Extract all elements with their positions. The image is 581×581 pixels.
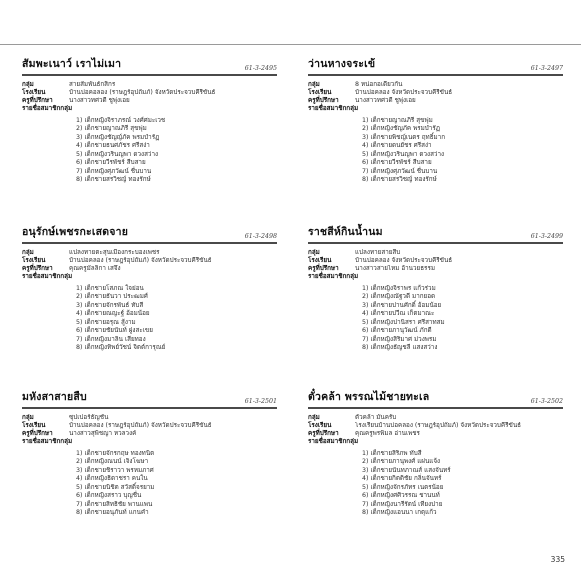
- group-label: กลุ่ม: [308, 80, 320, 88]
- project-title: มหังสาสายสืบ: [22, 391, 87, 403]
- member-item: 2) เด็กชายญาณภิรี สุขพุ่ม: [76, 125, 147, 133]
- member-item: 7) เด็กชายสิทธิชัย พานแพน: [76, 500, 153, 508]
- school-value: บ้านบ่อคลอง จังหวัดประจวบคีรีขันธ์: [355, 256, 453, 264]
- title-rule: [22, 242, 277, 244]
- title-rule: [22, 74, 277, 76]
- teacher-label: ครูที่ปรึกษา: [22, 97, 53, 105]
- member-item: 1) เด็กหญิงจิราพร แก้วร่วม: [362, 284, 436, 292]
- school-label: โรงเรียน: [308, 88, 332, 96]
- member-item: 4) เด็กชายธนศภัชร ศรีสง่า: [76, 142, 150, 150]
- member-item: 1) เด็กชายจักรกฤษ ทองทนิต: [76, 449, 155, 457]
- teacher-label: ครูที่ปรึกษา: [308, 265, 339, 273]
- school-value: บ้านบ่อคลอง (ราษฎร์อุปถัมภ์) จังหวัดประจวบคีรีขันธ์: [69, 421, 212, 429]
- teacher-label: ครูที่ปรึกษา: [308, 430, 339, 438]
- teacher-value: นางสาวสายไหม อ้านวยธรรม: [355, 265, 435, 273]
- member-item: 4) เด็กชายกิตติชัย กลิ่นจันทร์: [362, 475, 442, 483]
- member-item: 6) เด็กหญิงสราว บุญชื่น: [76, 492, 142, 500]
- member-item: 6) เด็กชายวีรพัชร์ สีบสาย: [76, 159, 146, 167]
- group-value: แปลงทายตะสุนเมืองกระบองเพชร: [69, 248, 160, 256]
- member-item: 4) เด็กชายณญะฐ์ อ้อมน้อย: [76, 310, 150, 318]
- group-value: ซุปเปอร์ธัญชัน: [69, 413, 109, 421]
- member-item: 3) เด็กชายปานศักดิ์ อ้อมน้อย: [362, 301, 442, 309]
- members-label: รายชื่อสมาชิกกลุ่ม: [308, 438, 359, 446]
- member-item: 8) เด็กหญิงทิพย์วัชน์ จิตต์การุณย์: [76, 344, 166, 352]
- member-item: 3) เด็กชายนันทภาณส์ แสงจันทร์: [362, 466, 451, 474]
- member-item: 8) เด็กชายอนุภันท์ แกนคำ: [76, 509, 149, 517]
- member-item: 4) เด็กชายปวีณ เก็ตมาณะ: [362, 310, 435, 318]
- member-item: 4) เด็กหญิงธิดาชรา คนใน: [76, 475, 148, 483]
- member-item: 3) เด็กหญิงชัญญ์ภัค พรมบำรัฏ: [76, 133, 160, 141]
- teacher-label: ครูที่ปรึกษา: [22, 430, 53, 438]
- member-item: 8) เด็กหญิงแอนนา เกตุแก้ว: [362, 509, 437, 517]
- member-list: [76, 285, 277, 353]
- project-title: อนุรักษ์เพชรกะเสดจาย: [22, 226, 129, 238]
- member-item: 7) เด็กหญิงมาลิน เสียทอง: [76, 335, 146, 343]
- member-item: 5) เด็กชายอรุณ สู้งาม: [76, 318, 136, 326]
- project-title: ตั๋วคล้า พรรณไม้ชายทะเล: [308, 391, 430, 403]
- school-value: บ้านบ่อคลอง จังหวัดประจวบคีรีขันธ์: [355, 88, 453, 96]
- teacher-value: นางสาวทศวดี ชูพุ่งเอย: [69, 97, 130, 105]
- title-rule: [308, 242, 563, 244]
- member-list: [362, 285, 563, 353]
- group-label: กลุ่ม: [22, 413, 34, 421]
- member-item: 6) เด็กชายวีรพัชร์ สีบสาย: [362, 159, 432, 167]
- project-entry: [308, 226, 563, 353]
- project-entry: [22, 58, 277, 185]
- school-label: โรงเรียน: [308, 421, 332, 429]
- member-item: 8) เด็กชายสรวิชญ์ ทองรักษ์: [76, 176, 151, 184]
- members-label: รายชื่อสมาชิกกลุ่ม: [22, 273, 73, 281]
- member-item: 6) เด็กชายชัยนันท์ ฝูงสะเขย: [76, 327, 153, 335]
- project-code: 61-3-2502: [530, 398, 563, 405]
- member-item: 1) เด็กชายญาณภิรี สุขพุ่ม: [362, 116, 433, 124]
- project-code: 61-3-2495: [244, 65, 277, 72]
- group-value: แปลงทายสายสืบ: [355, 248, 401, 256]
- school-value: โรงเรียนบ้านบ่อคลอง (ราษฎร์อุปถัมภ์) จังหวัดประจวบคีรีขันธ์: [355, 421, 521, 429]
- member-item: 7) เด็กหญิงสิริมาศ ม่วงพรม: [362, 335, 437, 343]
- page-number: 335: [550, 555, 565, 564]
- member-item: 5) เด็กหญิงจักรภัทร เนตรน้อย: [362, 483, 444, 491]
- group-label: กลุ่ม: [22, 80, 34, 88]
- members-label: รายชื่อสมาชิกกลุ่ม: [308, 273, 359, 281]
- member-item: 5) เด็กหญิงวรินญพา ดวงสว่าง: [362, 150, 445, 158]
- member-item: 4) เด็กชายดนยัชร ศรีสง่า: [362, 142, 432, 150]
- members-label: รายชื่อสมาชิกกลุ่ม: [22, 105, 73, 113]
- member-item: 2) เด็กชายภานุพงศ์ แผ่นแจ้ง: [362, 458, 441, 466]
- member-item: 7) เด็กหญิงศุภวัฒน์ ชื่นบาน: [362, 167, 438, 175]
- member-item: 3) เด็กชายจักรพันธ์ ทับสี: [76, 301, 144, 309]
- group-label: กลุ่ม: [308, 413, 320, 421]
- group-label: กลุ่ม: [308, 248, 320, 256]
- members-label: รายชื่อสมาชิกกลุ่ม: [308, 105, 359, 113]
- member-item: 7) เด็กหญิงศุภวัฒน์ ชื่นบาน: [76, 167, 152, 175]
- member-item: 6) เด็กหญิงศศิวรรณ ชานนท์: [362, 492, 440, 500]
- group-value: ตั๋วคล้า มั่นครับ: [355, 413, 397, 421]
- project-title: ราชสีห์กินน้ำนม: [308, 226, 383, 238]
- teacher-value: นางสาวสุพิชญา หวลวงค์: [69, 430, 137, 438]
- project-title: ว่านหางจระเข้: [308, 58, 376, 70]
- member-item: 3) เด็กชายชิราวา พรหมภาศ: [76, 466, 154, 474]
- teacher-label: ครูที่ปรึกษา: [308, 97, 339, 105]
- group-label: กลุ่ม: [22, 248, 34, 256]
- school-value: บ้านบ่อคอลอง (ราษฎร์อุปถัมภ์) จังหวัดประจวบคีรีขันธ์: [69, 88, 216, 96]
- project-code: 61-3-2499: [530, 233, 563, 240]
- member-item: 8) เด็กหญิงธัญชลี แสงสว่าง: [362, 344, 438, 352]
- group-value: สายสัมพันธ์กสิกร: [69, 80, 116, 88]
- member-item: 1) เด็กชายสิริภพ ทับสี: [362, 449, 422, 457]
- title-rule: [308, 74, 563, 76]
- school-label: โรงเรียน: [22, 256, 46, 264]
- teacher-value: คุณครูมัลลิกา เสจึ่ง: [69, 265, 121, 273]
- member-item: 2) เด็กหญิงณนน์ เจิงโฆษา: [76, 458, 149, 466]
- member-item: 1) เด็กชายโสภณ ใจย่อน: [76, 284, 144, 292]
- members-label: รายชื่อสมาชิกกลุ่ม: [22, 438, 73, 446]
- member-item: 1) เด็กหญิงจิราภรณ์ วงศ์ศมะเวช: [76, 116, 166, 124]
- member-item: 6) เด็กชายภานุวัฒน์ ภักดี: [362, 327, 432, 335]
- school-label: โรงเรียน: [22, 88, 46, 96]
- member-list: [76, 450, 277, 518]
- member-item: 5) เด็กชายนิชิต สวัสดิ์จรยาม: [76, 483, 155, 491]
- member-list: [76, 117, 277, 185]
- school-label: โรงเรียน: [22, 421, 46, 429]
- title-rule: [308, 407, 563, 409]
- member-item: 5) เด็กหญิงวรินญพา ดวงสว่าง: [76, 150, 159, 158]
- top-divider: [0, 44, 581, 45]
- teacher-value: คุณครูพรพิมล อ่านเพชร: [355, 430, 420, 438]
- project-code: 61-3-2497: [530, 65, 563, 72]
- member-list: [362, 450, 563, 518]
- member-item: 5) เด็กหญิงปานิสรา ศรีสาทสม: [362, 318, 445, 326]
- project-entry: [308, 58, 563, 185]
- school-label: โรงเรียน: [308, 256, 332, 264]
- teacher-label: ครูที่ปรึกษา: [22, 265, 53, 273]
- member-item: 8) เด็กชายสรวิชญ์ ทองรักษ์: [362, 176, 437, 184]
- member-item: 3) เด็กชายพิชญ์เนตร ฤทธิ์มาก: [362, 133, 446, 141]
- project-title: สัมพะเนาว์ เราไม่เมา: [22, 58, 122, 70]
- project-entry: [22, 226, 277, 353]
- title-rule: [22, 407, 277, 409]
- member-item: 2) เด็กหญิงชัญภัค พรมบำรัฏ: [362, 125, 440, 133]
- project-entry: [22, 391, 277, 518]
- school-value: บ้านบ่อคลอง (ราษฎร์อุปถัมภ์) จังหวัดประจวบคีรีขันธ์: [69, 256, 212, 264]
- project-code: 61-3-2501: [244, 398, 277, 405]
- teacher-value: นางสาวทศวดี ชูพุ่งเอย: [355, 97, 416, 105]
- member-list: [362, 117, 563, 185]
- project-entry: [308, 391, 563, 518]
- project-code: 61-3-2498: [244, 233, 277, 240]
- member-item: 2) เด็กชายธันวา ประฒมศ์: [76, 293, 148, 301]
- member-item: 7) เด็กหญิงนารีรัตน์ เทียงปาย: [362, 500, 443, 508]
- group-value: 8 หน่อกอเดียวกัน: [355, 80, 403, 88]
- member-item: 2) เด็กหญิงณัฐวดี มากยอด: [362, 293, 436, 301]
